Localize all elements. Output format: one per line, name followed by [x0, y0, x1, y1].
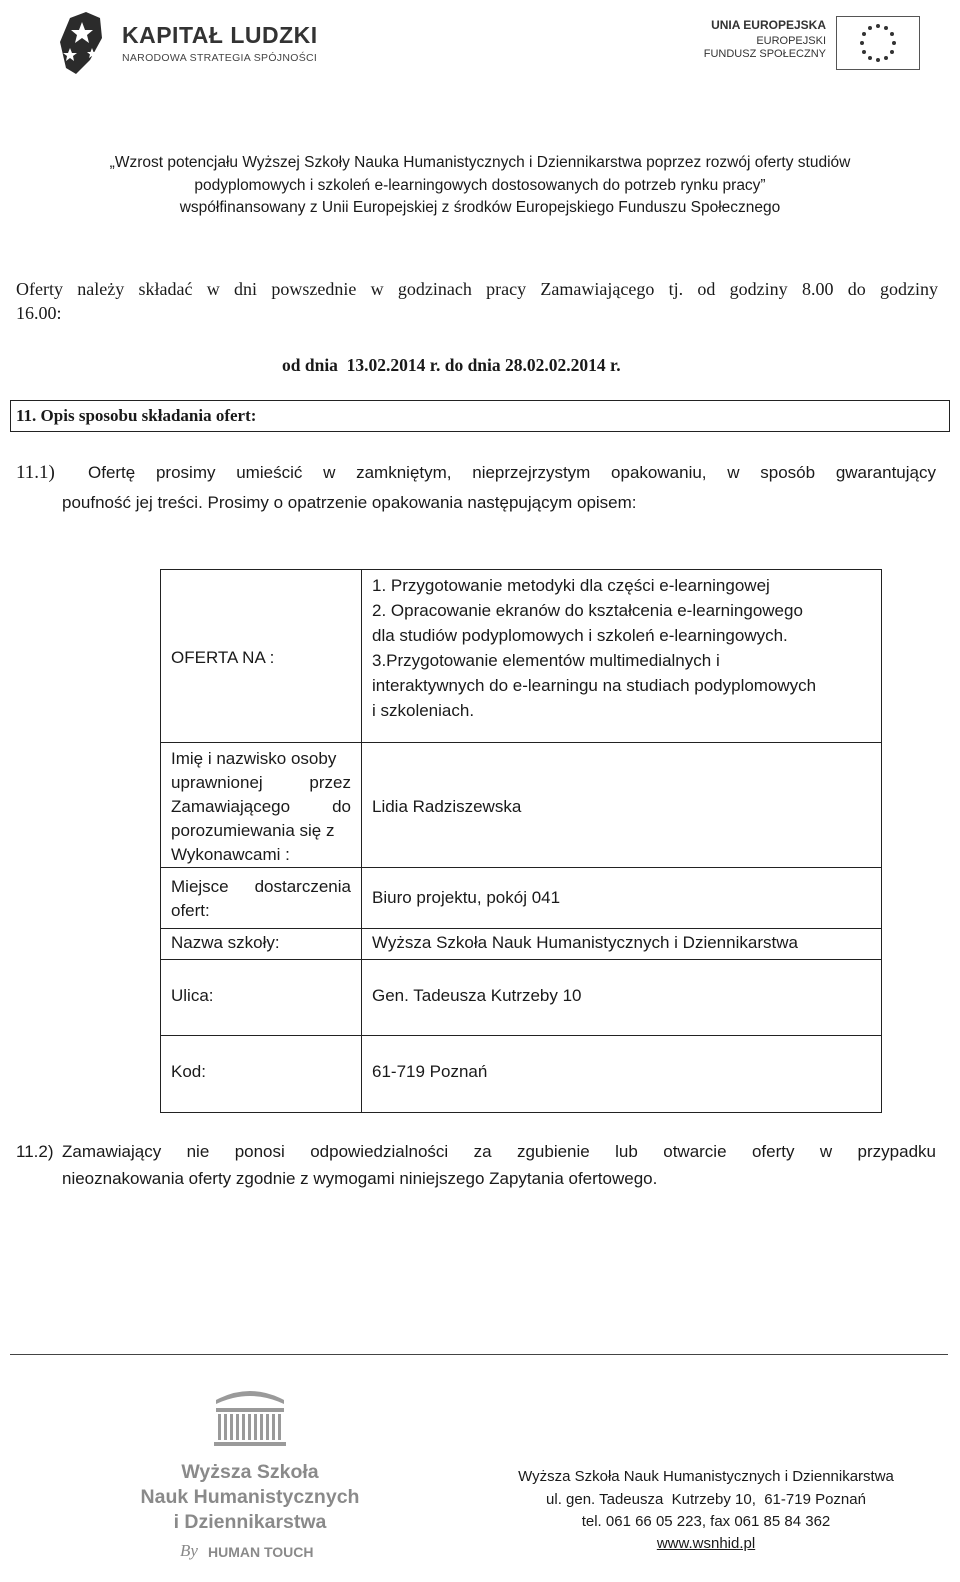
footer-school-name: Wyższa Szkoła Nauk Humanistycznych i Dziennikarstwa [518, 1468, 894, 1485]
offer-item-3-end: i szkoleniach. [372, 701, 475, 720]
offer-item-3: 3.Przygotowanie elementów multimedialnych i [372, 651, 720, 670]
contact-label-line: Wykonawcami : [171, 845, 290, 864]
delivery-place-label [171, 875, 351, 923]
footer-logo-line3: i Dziennikarstwa [173, 1511, 327, 1533]
postal-code-label: Kod: [171, 1062, 206, 1081]
offer-dates: od dnia 13.02.2014 r. do dnia 28.02.02.2014 r. [282, 355, 621, 375]
paragraph-11-1-number: 11.1) [16, 462, 55, 483]
postal-code-value: 61-719 Poznań [372, 1062, 488, 1081]
footer-logo-by: By [180, 1541, 198, 1560]
kapital-ludzki-logo [56, 8, 316, 82]
footer-website-link[interactable]: www.wsnhid.pl [656, 1535, 756, 1552]
eu-line2: EUROPEJSKI [756, 35, 826, 47]
paragraph-11-2-line1: Zamawiający nie ponosi odpowiedzialności za zgubienie lub otwarcie oferty w przypadku [62, 1142, 936, 1161]
offer-item-3-cont: interaktywnych do e-learningu na studiach podyplomowych [372, 676, 817, 695]
paragraph-11-1-line1: Ofertę prosimy umieścić w zamkniętym, nieprzejrzystym opakowaniu, w sposób gwarantujący [88, 463, 936, 482]
delivery-place-value: Biuro projektu, pokój 041 [372, 888, 561, 907]
footer-logo-tagline: HUMAN TOUCH [208, 1544, 314, 1560]
delivery-label-line: Miejsce dostarczenia [171, 877, 351, 896]
kapital-ludzki-emblem-icon [56, 8, 106, 82]
eu-logo [700, 16, 920, 68]
project-line-2: podyplomowych i szkoleń e-learningowych dostosowanych do potrzeb rynku pracy” [194, 177, 766, 194]
eu-line1: UNIA EUROPEJSKA [711, 18, 826, 32]
eu-line3: FUNDUSZ SPOŁECZNY [703, 48, 826, 60]
school-name-value: Wyższa Szkoła Nauk Humanistycznych i Dziennikarstwa [372, 933, 798, 952]
project-line-3: współfinansowany z Unii Europejskiej z środków Europejskiego Funduszu Społecznego [179, 199, 781, 216]
contact-label-line: Zamawiającego do [171, 797, 351, 816]
offer-item-2: 2. Opracowanie ekranów do kształcenia e-learningowego [372, 601, 803, 620]
footer-logo-line1: Wyższa Szkoła [181, 1461, 319, 1483]
offer-item-2-cont: dla studiów podyplomowych i szkoleń e-learningowych. [372, 626, 788, 645]
street-label: Ulica: [171, 986, 214, 1005]
contact-person-label [171, 747, 351, 867]
footer-address: ul. gen. Tadeusza Kutrzeby 10, 61-719 Poznań [546, 1491, 866, 1508]
footer-logo-line2: Nauk Humanistycznych [140, 1486, 360, 1508]
footer-divider [10, 1354, 948, 1355]
section-title: 11. Opis sposobu składania ofert: [16, 406, 257, 425]
offers-paragraph-line1: Oferty należy składać w dni powszednie w godzinach pracy Zamawiającego tj. od godziny 8.00 do godziny [16, 279, 938, 299]
offers-paragraph-line2: 16.00: [16, 303, 62, 323]
eu-flag-icon [836, 16, 920, 70]
contact-label-line: porozumiewania się z [171, 821, 335, 840]
delivery-label-line: ofert: [171, 901, 210, 920]
offer-items [372, 573, 872, 723]
kapital-ludzki-subtitle: NARODOWA STRATEGIA SPÓJNOŚCI [122, 52, 318, 64]
kapital-ludzki-title: KAPITAŁ LUDZKI [122, 22, 318, 48]
school-building-icon [210, 1386, 290, 1448]
offer-label-table [160, 569, 882, 1113]
footer-phone: tel. 061 66 05 223, fax 061 85 84 362 [581, 1513, 831, 1530]
contact-label-line: Imię i nazwisko osoby [171, 749, 337, 768]
offer-label: OFERTA NA : [171, 648, 275, 667]
offer-item-1: 1. Przygotowanie metodyki dla części e-learningowej [372, 576, 770, 595]
contact-person-value: Lidia Radziszewska [372, 797, 522, 816]
paragraph-11-2-number: 11.2) [16, 1142, 54, 1161]
school-name-label: Nazwa szkoły: [171, 933, 280, 952]
paragraph-11-2-line2: nieoznakowania oferty zgodnie z wymogami niniejszego Zapytania ofertowego. [62, 1169, 658, 1188]
project-line-1: „Wzrost potencjału Wyższej Szkoły Nauka Humanistycznych i Dziennikarstwa poprzez rozwój oferty studiów [109, 154, 851, 171]
street-value: Gen. Tadeusza Kutrzeby 10 [372, 986, 582, 1005]
paragraph-11-1-line2: poufność jej treści. Prosimy o opatrzenie opakowania następującym opisem: [62, 493, 637, 512]
contact-label-line: uprawnionej przez [171, 773, 351, 792]
